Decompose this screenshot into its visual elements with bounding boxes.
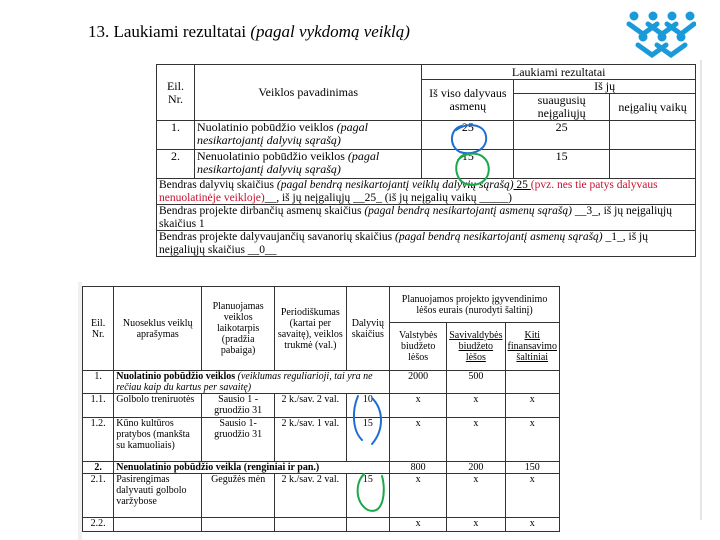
table-row xyxy=(83,462,560,474)
row-nr: 2. xyxy=(83,462,114,474)
row-frequency xyxy=(275,518,346,532)
row-frequency: 2 k./sav. 1 val. xyxy=(275,418,346,462)
row-total: 15 xyxy=(422,150,514,179)
header-state-budget: Valstybės biudžeto lėšos xyxy=(390,323,447,371)
activities-table xyxy=(82,286,560,532)
row-frequency: 2 k./sav. 2 val. xyxy=(275,474,346,518)
row-state: x xyxy=(390,394,447,418)
summary-volunteers-value: _1_, iš jų neįgaliųjų skaičius __0__ xyxy=(159,231,649,256)
row-nr: 1.1. xyxy=(83,394,114,418)
row-period: Sausio 1 - gruodžio 31 xyxy=(202,394,275,418)
row-name: Pasirengimas dalyvauti golbolo varžybose xyxy=(114,474,202,518)
row-name xyxy=(114,518,202,532)
row-municipal: 500 xyxy=(447,371,505,394)
people-network-logo-icon xyxy=(626,10,696,58)
table-row xyxy=(157,121,696,150)
row-name: Golbolo treniruotės xyxy=(114,394,202,418)
row-state: x xyxy=(390,474,447,518)
table-row xyxy=(83,474,560,518)
row-name-text: Nenuolatinio pobūdžio veiklos xyxy=(196,149,348,163)
header-funds: Planuojamos projekto įgyvendinimo lėšos eurais (nurodyti šaltinį) xyxy=(390,287,560,323)
row-period: Sausio 1-gruodžio 31 xyxy=(202,418,275,462)
row-municipal: x xyxy=(447,418,505,462)
summary-staff-label: Bendras projekte dirbančių asmenų skaičius xyxy=(159,205,365,217)
summary-staff-note: (pagal bendrą nesikartojantį asmenų sąrašą) xyxy=(364,205,572,217)
row-participants: 15 xyxy=(346,474,390,518)
header-other-text: Kiti finansavimo šaltiniai xyxy=(507,330,557,363)
summary-row-participants xyxy=(157,179,696,205)
summary-volunteers-note: (pagal bendrą nesikartojantį asmenų sąrašą) xyxy=(395,231,603,243)
row-other xyxy=(505,371,559,394)
header-other-sources xyxy=(505,323,559,371)
row-other: x xyxy=(505,474,559,518)
summary-participants-red-note: (pvz. nes tie patys dalyvaus nenuolatinėje veikloje) xyxy=(159,179,658,204)
row-children xyxy=(610,150,696,179)
row-municipal: x xyxy=(447,394,505,418)
row-state: x xyxy=(390,518,447,532)
row-name: Kūno kultūros pratybos (mankšta su kamuoliais) xyxy=(114,418,202,462)
header-veiklos: Veiklos pavadinimas xyxy=(194,65,421,121)
row-section-label xyxy=(114,462,390,474)
section-label: Nenuolatinio pobūdžio veikla (renginiai ir pan.) xyxy=(116,462,320,473)
section-note: (veiklumas reguliarioji, tai yra ne rečiau kaip du kartus per savaitę) xyxy=(116,371,373,393)
table-row xyxy=(83,394,560,418)
row-nr: 1.2. xyxy=(83,418,114,462)
summary-participants-label: Bendras dalyvių skaičius xyxy=(159,179,277,191)
row-children xyxy=(610,121,696,150)
summary-participants-note: (pagal bendrą nesikartojantį veiklų dalyvių sąrašą) xyxy=(276,179,514,191)
header-municipal-text: Savivaldybės biudžeto lėšos xyxy=(449,330,503,363)
table-row xyxy=(83,518,560,532)
summary-row-staff xyxy=(157,205,696,231)
row-municipal: 200 xyxy=(447,462,505,474)
row-frequency: 2 k./sav. 2 val. xyxy=(275,394,346,418)
row-other: x xyxy=(505,394,559,418)
section-label: Nuolatinio pobūdžio veiklos xyxy=(116,371,238,382)
row-nr: 2. xyxy=(157,150,195,179)
summary-participants-value: 25 xyxy=(513,179,531,191)
row-municipal: x xyxy=(447,474,505,518)
summary-volunteers-label: Bendras projekte dalyvaujančių savanorių skaičius xyxy=(159,231,395,243)
header-total: Iš viso dalyvaus asmenų xyxy=(422,80,514,121)
row-name-text: Nuolatinio pobūdžio veiklos xyxy=(196,120,337,134)
row-nr: 1. xyxy=(157,121,195,150)
row-participants: 10 xyxy=(346,394,390,418)
header-description: Nuoseklus veiklų aprašymas xyxy=(114,287,202,371)
page-title xyxy=(88,22,410,42)
page-title-italic: (pagal vykdomą veiklą) xyxy=(250,22,410,41)
header-municipal-budget xyxy=(447,323,505,371)
table-row xyxy=(83,418,560,462)
row-participants: 15 xyxy=(346,418,390,462)
row-municipal: x xyxy=(447,518,505,532)
page-title-text: 13. Laukiami rezultatai xyxy=(88,22,251,41)
row-participants xyxy=(346,518,390,532)
header-period: Planuojamas veiklos laikotarpis (pradžia pabaiga) xyxy=(202,287,275,371)
header-children: neįgalių vaikų xyxy=(610,94,696,121)
row-adults: 15 xyxy=(514,150,610,179)
header-is-ju: Iš jų xyxy=(514,80,696,94)
row-nr: 1. xyxy=(83,371,114,394)
slide-frame-edge xyxy=(700,60,702,520)
header-laukiami: Laukiami rezultatai xyxy=(422,65,696,80)
row-period: Gegužės mėn xyxy=(202,474,275,518)
header-adults: suaugusių neįgaliųjų xyxy=(514,94,610,121)
row-other: x xyxy=(505,418,559,462)
header-frequency: Periodiškumas (kartai per savaitę), veiklos trukmė (val.) xyxy=(275,287,346,371)
results-table xyxy=(156,64,696,257)
header-eil: Eil. Nr. xyxy=(83,287,114,371)
row-nr: 2.1. xyxy=(83,474,114,518)
row-name-note: (pagal nesikartojantį dalyvių sąrašą) xyxy=(196,120,368,147)
row-period xyxy=(202,518,275,532)
row-section-label xyxy=(114,371,390,394)
row-state: 800 xyxy=(390,462,447,474)
row-name xyxy=(194,150,421,179)
row-state: 2000 xyxy=(390,371,447,394)
row-adults: 25 xyxy=(514,121,610,150)
summary-row-volunteers xyxy=(157,231,696,257)
row-nr: 2.2. xyxy=(83,518,114,532)
summary-staff-value: __3_, iš jų neįgaliųjų skaičius 1 xyxy=(159,205,672,230)
row-name xyxy=(194,121,421,150)
table-row xyxy=(157,150,696,179)
summary-participants-disabled: __, iš jų neįgaliųjų __25_ (iš jų neįgalių vaikų _____) xyxy=(264,191,512,204)
row-state: x xyxy=(390,418,447,462)
row-name-note: (pagal nesikartojantį dalyvių sąrašą) xyxy=(196,149,380,176)
header-participants: Dalyvių skaičius xyxy=(346,287,390,371)
header-eil: Eil. Nr. xyxy=(157,65,195,121)
row-total: 25 xyxy=(422,121,514,150)
row-other: 150 xyxy=(505,462,559,474)
table-row xyxy=(83,371,560,394)
row-other: x xyxy=(505,518,559,532)
